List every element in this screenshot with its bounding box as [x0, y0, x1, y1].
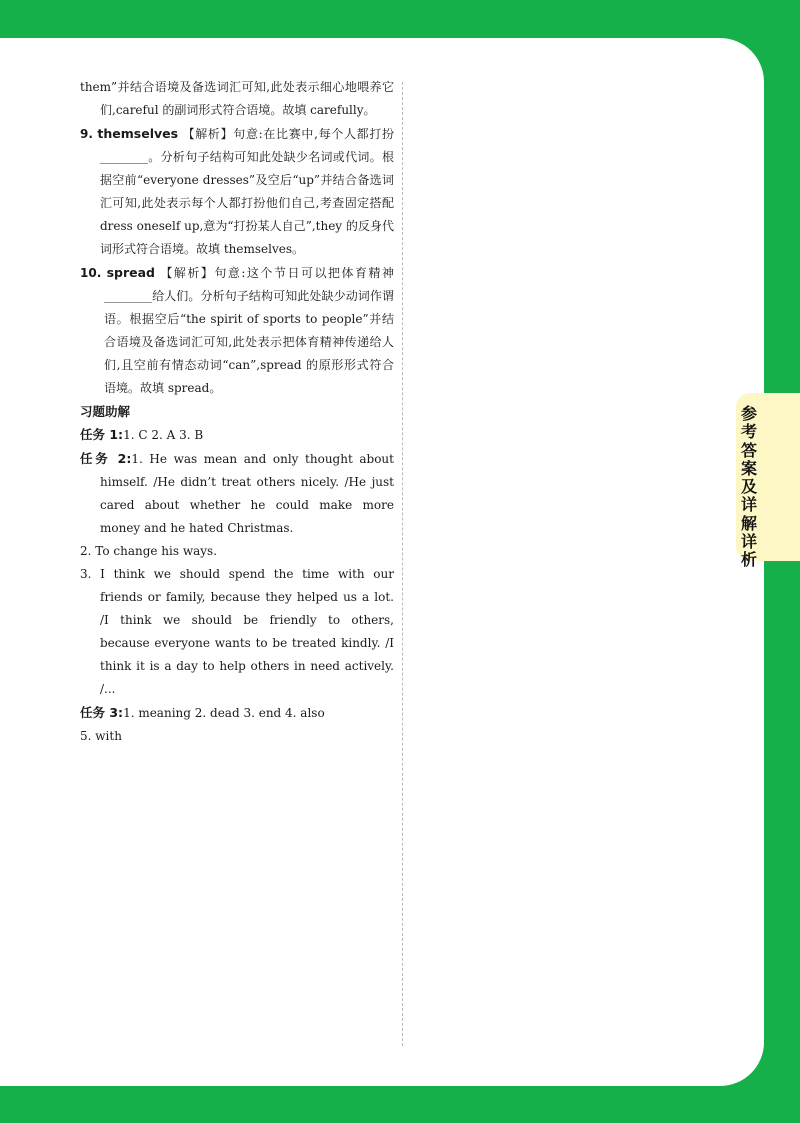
answer-word: spread	[106, 265, 156, 280]
task-label: 任务 1:	[80, 427, 124, 442]
section-title: 习题助解	[80, 404, 131, 419]
task-answer-3: 3. I think we should spend the time with our friends or family, because they helped us a lot. /I think we should be friendly to others, because everyone wants to be treated kindly. /I think it is a day to help others in need actively. /...	[80, 567, 394, 696]
continued-text: them”并结合语境及备选词汇可知,此处表示细心地喂养它们,careful 的副词形式符合语境。故填 carefully。	[80, 80, 394, 117]
task-answer-1: 1. He was mean and only thought about himself. /He didn’t treat others nicely. /He just cared about whether he could make more money and he hated Christmas.	[100, 452, 394, 535]
task-2-answer-3	[80, 563, 394, 701]
task-label: 任务 3:	[80, 705, 124, 720]
side-tab-label: 参考答案及详解详析	[740, 404, 757, 570]
task-3-line-2	[80, 725, 394, 748]
item-number: 10.	[80, 266, 102, 280]
explanation-text: 【解析】句意:这个节日可以把体育精神________给人们。分析句子结构可知此处缺少动词作谓语。根据空后“the spirit of sports to people”并结合语境及备选词汇可知,此处表示把体育精神传递给人们,且空前有情态动词“can”,spread 的原形形式符合语境。故填 spread。	[104, 266, 394, 395]
task-1	[80, 423, 394, 447]
task-answers-2: 5. with	[80, 729, 122, 743]
explanation-text: 【解析】句意:在比赛中,每个人都打扮________。分析句子结构可知此处缺少名词或代词。根据空前“everyone dresses”及空后“up”并结合备选词汇可知,此处表示每个人都打扮他们自己,考查固定搭配 dress oneself up,意为“打扮某人自己”,they 的反身代词形式符合语境。故填 themselves。	[100, 127, 394, 256]
task-answers: 1. meaning 2. dead 3. end 4. also	[123, 706, 325, 720]
answer-item-10	[80, 261, 394, 400]
answer-column	[80, 76, 394, 748]
task-answers: 1. C 2. A 3. B	[123, 428, 204, 442]
continued-explanation	[80, 76, 394, 122]
column-divider	[402, 82, 403, 1046]
item-number: 9.	[80, 127, 93, 141]
task-answer-2: 2. To change his ways.	[80, 544, 218, 558]
task-2-answer-2	[80, 540, 394, 563]
answer-word: themselves	[97, 126, 179, 141]
task-3	[80, 701, 394, 725]
task-2	[80, 447, 394, 540]
task-label: 任务 2:	[80, 451, 132, 466]
answer-item-9	[80, 122, 394, 261]
